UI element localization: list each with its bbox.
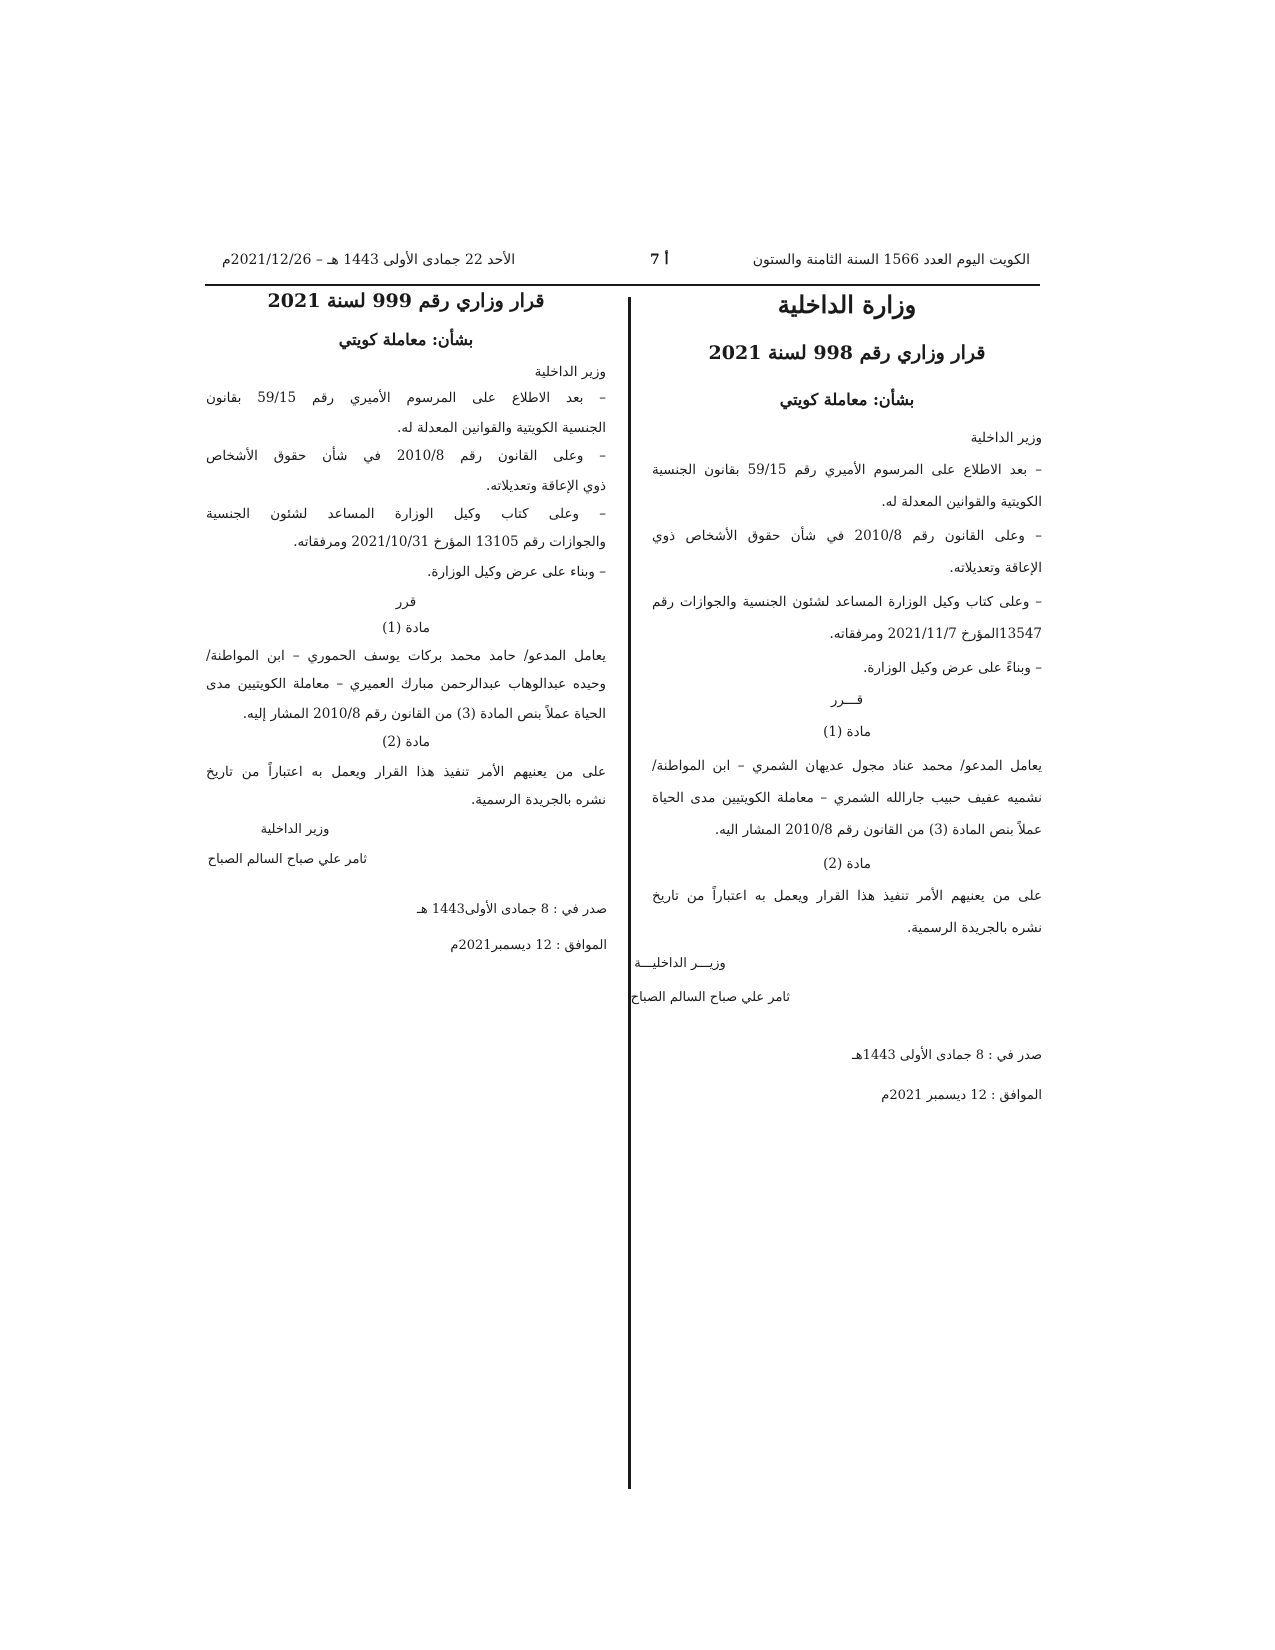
decided-heading: قـــرر (830, 692, 864, 708)
article-1-line: الحياة عملاً بنص المادة (3) من القانون رقم 2010/8 المشار إليه. (242, 706, 606, 722)
header-rule (205, 284, 1040, 286)
article-2-line: نشره بالجريدة الرسمية. (907, 920, 1042, 936)
article-1-line: عملاً بنص المادة (3) من القانون رقم 2010/8 المشار اليه. (714, 822, 1042, 838)
decided-heading: قرر (395, 594, 417, 610)
signature-name: ثامر علي صباح السالم الصباح (630, 990, 790, 1005)
issued-date: صدر في : 8 جمادى الأولى 1443هـ (852, 1048, 1042, 1063)
ministry-heading: وزارة الداخلية (777, 290, 917, 319)
article-1-line: نشميه عفيف حبيب جارالله الشمري – معاملة الكويتيين مدى الحياة (652, 790, 1042, 806)
decision-999-title: قرار وزاري رقم 999 لسنة 2021 (267, 290, 545, 312)
recital-line: – بعد الاطلاع على المرسوم الأميري رقم 59/15 بقانون (206, 390, 606, 406)
recital-line: 13547المؤرخ 2021/11/7 ومرفقاته. (829, 626, 1042, 642)
signature-title: وزيـــر الداخليـــة (634, 956, 726, 971)
recital-line: الجنسية الكويتية والقوانين المعدلة له. (397, 420, 606, 436)
article-1-line: يعامل المدعو/ حامد محمد بركات يوسف الحموري – ابن المواطنة/ (206, 648, 606, 664)
decision-999-subject: بشأن: معاملة كويتي (338, 330, 474, 349)
recital-line: – بعد الاطلاع على المرسوم الأميري رقم 59/15 بقانون الجنسية (652, 462, 1043, 478)
page-number: أ 7 (650, 252, 669, 268)
article-2-line: نشره بالجريدة الرسمية. (471, 792, 606, 808)
minister-line: وزير الداخلية (534, 364, 606, 380)
article-2-heading: مادة (2) (823, 856, 871, 872)
recital-line: والجوازات رقم 13105 المؤرخ 2021/10/31 ومرفقاته. (293, 534, 606, 550)
recital-line: – وبناء على عرض وكيل الوزارة. (427, 564, 606, 580)
article-1-line: يعامل المدعو/ محمد عناد مجول عديهان الشمري – ابن المواطنة/ (652, 758, 1042, 774)
issued-date: صدر في : 8 جمادى الأولى1443 هـ (417, 902, 607, 917)
publication-title: الكويت اليوم العدد 1566 السنة الثامنة والستون (752, 252, 1030, 268)
header-date: الأحد 22 جمادى الأولى 1443 هـ – 2021/12/26م (222, 252, 516, 268)
article-2-line: على من يعنيهم الأمر تنفيذ هذا القرار ويعمل به اعتباراً من تاريخ (206, 764, 606, 780)
column-divider (628, 297, 631, 1489)
recital-line: – وعلى القانون رقم 2010/8 في شأن حقوق الأشخاص ذوي (652, 528, 1042, 544)
recital-line: – وبناءً على عرض وكيل الوزارة. (863, 660, 1042, 676)
article-1-heading: مادة (1) (823, 724, 871, 740)
signature-name: ثامر علي صباح السالم الصباح (207, 852, 367, 867)
gregorian-date: الموافق : 12 ديسمبر 2021م (881, 1088, 1042, 1103)
recital-line: – وعلى كتاب وكيل الوزارة المساعد لشئون الجنسية والجوازات رقم (652, 594, 1042, 610)
gregorian-date: الموافق : 12 ديسمبر2021م (450, 938, 607, 953)
article-2-heading: مادة (2) (382, 734, 430, 750)
signature-title: وزير الداخلية (260, 822, 330, 837)
article-1-line: وحيده عبدالوهاب عبدالرحمن مبارك العميري – معاملة الكويتيين مدى (206, 676, 606, 692)
recital-line: – وعلى القانون رقم 2010/8 في شأن حقوق الأشخاص (206, 448, 606, 464)
article-2-line: على من يعنيهم الأمر تنفيذ هذا القرار ويعمل به اعتباراً من تاريخ (652, 888, 1042, 904)
recital-line: ذوي الإعاقة وتعديلاته. (486, 478, 606, 494)
recital-line: – وعلى كتاب وكيل الوزارة المساعد لشئون الجنسية (206, 506, 606, 522)
recital-line: الكويتية والقوانين المعدلة له. (881, 494, 1042, 510)
decision-998-title: قرار وزاري رقم 998 لسنة 2021 (708, 342, 986, 364)
minister-line: وزير الداخلية (970, 430, 1042, 446)
decision-998-subject: بشأن: معاملة كويتي (779, 390, 915, 409)
article-1-heading: مادة (1) (382, 620, 430, 636)
recital-line: الإعاقة وتعديلاته. (949, 560, 1042, 576)
